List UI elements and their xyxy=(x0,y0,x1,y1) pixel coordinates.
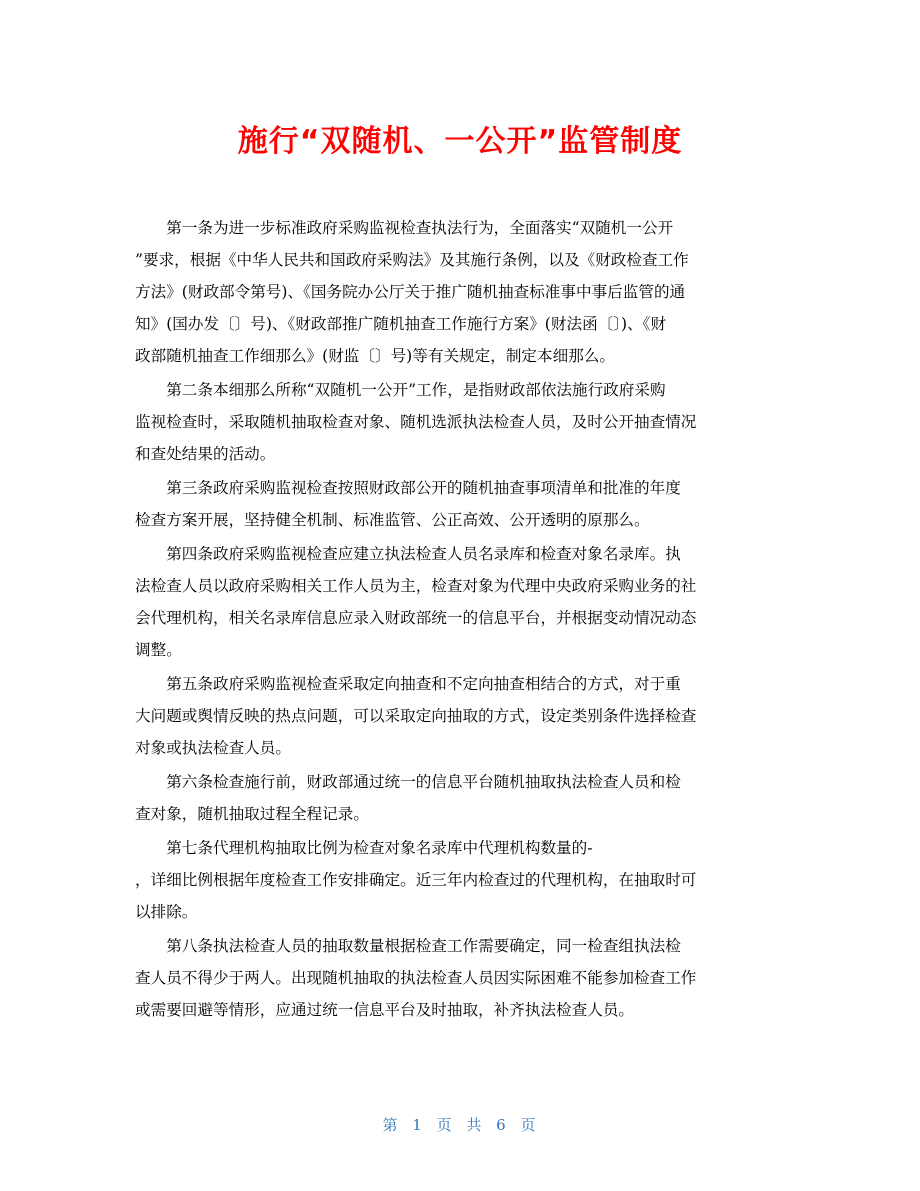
document-title: 施行“双随机、一公开”监管制度 xyxy=(237,124,683,159)
text-line: ”要求，根据《中华人民共和国政府采购法》及其施行条例，以及《财政检查工作 xyxy=(135,251,689,269)
article-4 xyxy=(135,538,787,666)
article-1 xyxy=(135,212,787,372)
text-line: 第六条检查施行前，财政部通过统一的信息平台随机抽取执法检查人员和检 xyxy=(166,773,681,791)
text-line: 第八条执法检查人员的抽取数量根据检查工作需要确定，同一检查组执法检 xyxy=(166,937,681,955)
text-line: 知》(国办发〔〕号)、《财政部推广随机抽查工作施行方案》(财法函〔〕)、《财 xyxy=(135,315,667,333)
text-line: 查对象，随机抽取过程全程记录。 xyxy=(135,805,369,823)
text-line: 第三条政府采购监视检查按照财政部公开的随机抽查事项清单和批准的年度 xyxy=(166,479,681,497)
text-line: 法检查人员以政府采购相关工作人员为主，检查对象为代理中央政府采购业务的社 xyxy=(135,577,697,595)
text-line: 第一条为进一步标准政府采购监视检查执法行为，全面落实“双随机一公开 xyxy=(166,219,674,237)
text-line: 查人员不得少于两人。出现随机抽取的执法检查人员因实际困难不能参加检查工作 xyxy=(135,969,697,987)
text-line: 监视检查时，采取随机抽取检查对象、随机选派执法检查人员，及时公开抽查情况 xyxy=(135,413,697,431)
article-5 xyxy=(135,668,787,764)
article-2 xyxy=(135,374,787,470)
page-number: 第 1 页 共 6 页 xyxy=(382,1116,538,1134)
text-line: 第二条本细那么所称“双随机一公开”工作，是指财政部依法施行政府采购 xyxy=(166,381,666,399)
text-line: 第七条代理机构抽取比例为检查对象名录库中代理机构数量的- xyxy=(166,839,593,857)
text-line: 和查处结果的活动。 xyxy=(135,445,276,463)
text-line: 方法》(财政部令第号)、《国务院办公厅关于推广随机抽查标准事中事后监管的通 xyxy=(135,283,686,301)
document-body xyxy=(135,212,787,1028)
text-line: 以排除。 xyxy=(135,903,198,921)
article-3 xyxy=(135,472,787,536)
text-line: 检查方案开展，坚持健全机制、标准监管、公正高效、公开透明的原那么。 xyxy=(135,511,650,529)
text-line: 政部随机抽查工作细那么》(财监〔〕号)等有关规定，制定本细那么。 xyxy=(135,347,615,365)
text-line: 会代理机构，相关名录库信息应录入财政部统一的信息平台，并根据变动情况动态 xyxy=(135,609,697,627)
text-line: 或需要回避等情形，应通过统一信息平台及时抽取，补齐执法检查人员。 xyxy=(135,1001,635,1019)
article-8 xyxy=(135,930,787,1026)
text-line: 第五条政府采购监视检查采取定向抽查和不定向抽查相结合的方式，对于重 xyxy=(166,675,681,693)
text-line: 大问题或舆情反映的热点问题，可以采取定向抽取的方式，设定类别条件选择检查 xyxy=(135,707,697,725)
text-line: 对象或执法检查人员。 xyxy=(135,739,291,757)
text-line: ，详细比例根据年度检查工作安排确定。近三年内检查过的代理机构，在抽取时可 xyxy=(135,871,697,889)
text-line: 第四条政府采购监视检查应建立执法检查人员名录库和检查对象名录库。执 xyxy=(166,545,681,563)
article-6 xyxy=(135,766,787,830)
article-7 xyxy=(135,832,787,928)
text-line: 调整。 xyxy=(135,641,182,659)
